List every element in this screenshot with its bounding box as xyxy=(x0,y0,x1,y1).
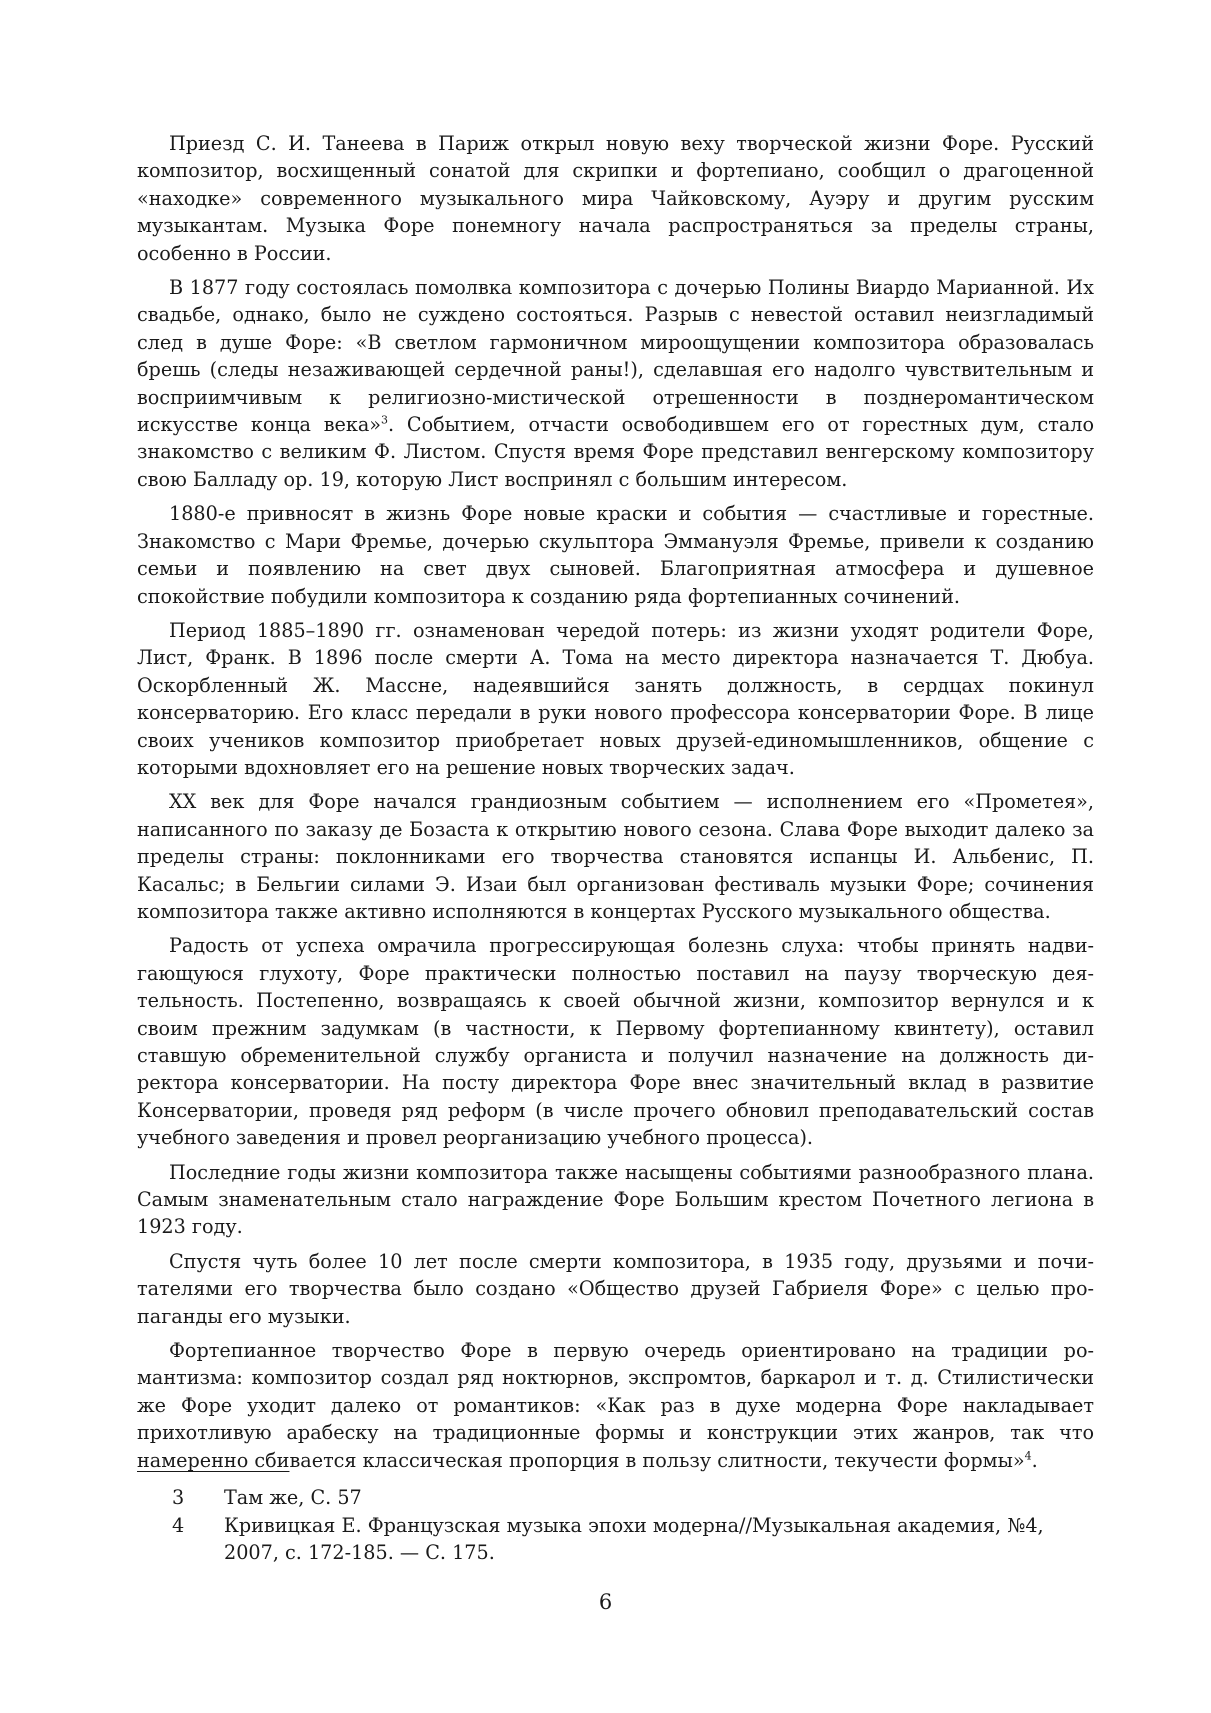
underlined-phrase: намеренно сби xyxy=(137,1448,290,1472)
paragraph-2 xyxy=(137,274,1094,493)
footnote-ref-4[interactable]: 4 xyxy=(1024,1449,1032,1463)
footnote-text: Там же, С. 57 xyxy=(224,1486,362,1510)
footnote-number: 4 xyxy=(172,1513,185,1537)
page-body xyxy=(137,130,1094,1566)
paragraph-2-text: В 1877 году состоялась помолвка композитора с дочерью Полины Виардо Марианной. Их свадьбе, однако, было не суждено состояться. Разрыв с невестой оставил неизгладимый след в душе Форе: «В светлом гармоничном мироощущении композитора образовалась брешь (следы незаживающей сердечной раны!), сделавшая его надолго чувствительным и восприимчивым к религиозно-мистической отрешенности в позднеромантическом искусстве конца века» xyxy=(137,276,1094,437)
footnote-ref-3[interactable]: 3 xyxy=(381,413,389,427)
paragraph-3: 1880-е привносят в жизнь Форе новые краски и события — счастливые и горестные. Знакомство с Мари Фремье, дочерью скульптора Эммануэля Фремье, привели к созданию семьи и появлению на свет двух сыновей. Благоприятная атмосфера и душевное спокойствие побудили композитора к созданию ряда фортепианных сочинений. xyxy=(137,502,1094,608)
paragraph-7: Последние годы жизни композитора также насыщены событиями разнообразного плана. Самым знаменательным стало награждение Форе Большим крестом Почетного легиона в 1923 году. xyxy=(137,1160,1094,1239)
footnote-4 xyxy=(137,1512,1094,1567)
footnote-text: Кривицкая Е. Французская музыка эпохи модерна//Музыкальная академия, №4, 2007, с. 172-185. — С. 175. xyxy=(224,1513,1044,1564)
paragraph-2-tail: . Событием, отчасти освободившем его от горестных дум, стало знакомство с великим Ф. Листом. Спустя время Форе представил венгерскому композитору свою Балладу ор. 19, которую Лист воспринял с большим интересом. xyxy=(137,413,1094,491)
paragraph-5: XX век для Форе начался грандиозным событием — исполнением его «Прометея», написанного по заказу де Бозаста к открытию нового сезона. Слава Форе выходит далеко за пределы страны: поклонниками его творчества становятся испанцы И. Альбенис, П. Касальс; в Бельгии силами Э. Изаи был организован фестиваль музыки Форе; сочинения композитора также активно исполняются в концертах Русского музыкального общества. xyxy=(137,790,1094,923)
footnotes xyxy=(137,1484,1094,1566)
footnote-3 xyxy=(137,1484,1094,1511)
paragraph-4: Период 1885–1890 гг. ознаменован чередой потерь: из жизни уходят родители Форе, Лист, Франк. В 1896 после смерти А. Тома на место директора назначается Т. Дюбуа. Оскорбленный Ж. Массне, надеявшийся занять должность, в сердцах покинул консерваторию. Его класс передали в руки нового профессора консерватории Форе. В лице своих учеников композитор приобретает новых друзей-единомышленников, общение с которыми вдохновляет его на решение новых творческих задач. xyxy=(137,618,1094,779)
paragraph-9: Фортепианное творчество Форе в первую очередь ориентировано на традиции романтизма: композитор создал ряд ноктюрнов, экспромтов, баркарол и т. д. Стилистически же Форе уходит далеко от романтиков: «Как раз в духе модерна Форе накладывает прихотливую арабеску на традиционные формы и конструкции этих жанров, так что намеренно сбивается классическая пропорция в пользу слитности, текучести формы»$^4$. xyxy=(137,1339,1094,1472)
page-number: 6 xyxy=(598,1590,613,1614)
paragraph-9-text: Фортепианное творчество Форе в первую очередь ориентировано на традиции романтизма: композитор создал ряд ноктюрнов, экспромтов, баркарол и т. д. Стилистически же Форе уходит далеко от романтиков: «Как раз в духе модерна Форе накладывает прихотливую арабеску на традиционные формы и конструкции этих жанров, так что xyxy=(137,1339,1094,1445)
footnote-number: 3 xyxy=(172,1486,185,1510)
paragraph-8: Спустя чуть более 10 лет после смерти композитора, в 1935 году, друзьями и почитателями его творчества было создано «Общество друзей Габриеля Форе» с целью пропаганды его музыки. xyxy=(137,1249,1094,1328)
paragraph-1: Приезд С. И. Танеева в Париж открыл новую веху творческой жизни Форе. Русский композитор, восхищенный сонатой для скрипки и фортепиано, сообщил о драгоценной «находке» современного музыкального мира Чайковскому, Ауэру и другим русским музыкантам. Музыка Форе понемногу начала распространяться за пределы страны, особенно в России. xyxy=(137,132,1094,265)
paragraph-6: Радость от успеха омрачила прогрессирующая болезнь слуха: чтобы принять надвигающуюся глухоту, Форе практически полностью поставил на паузу творческую деятельность. Постепенно, возвращаясь к своей обычной жизни, композитор вернулся и к своим прежним задумкам (в частности, к Первому фортепианному квинтету), оставил ставшую обременительной службу органиста и получил назначение на должность директора консерватории. На посту директора Форе внес значительный вклад в развитие Консерватории, проведя ряд реформ (в числе прочего обновил преподавательский состав учебного заведения и провел реорганизацию учебного процесса). xyxy=(137,934,1094,1150)
paragraph-9-tail: вается классическая пропорция в пользу слитности, текучести формы» xyxy=(289,1448,1025,1472)
